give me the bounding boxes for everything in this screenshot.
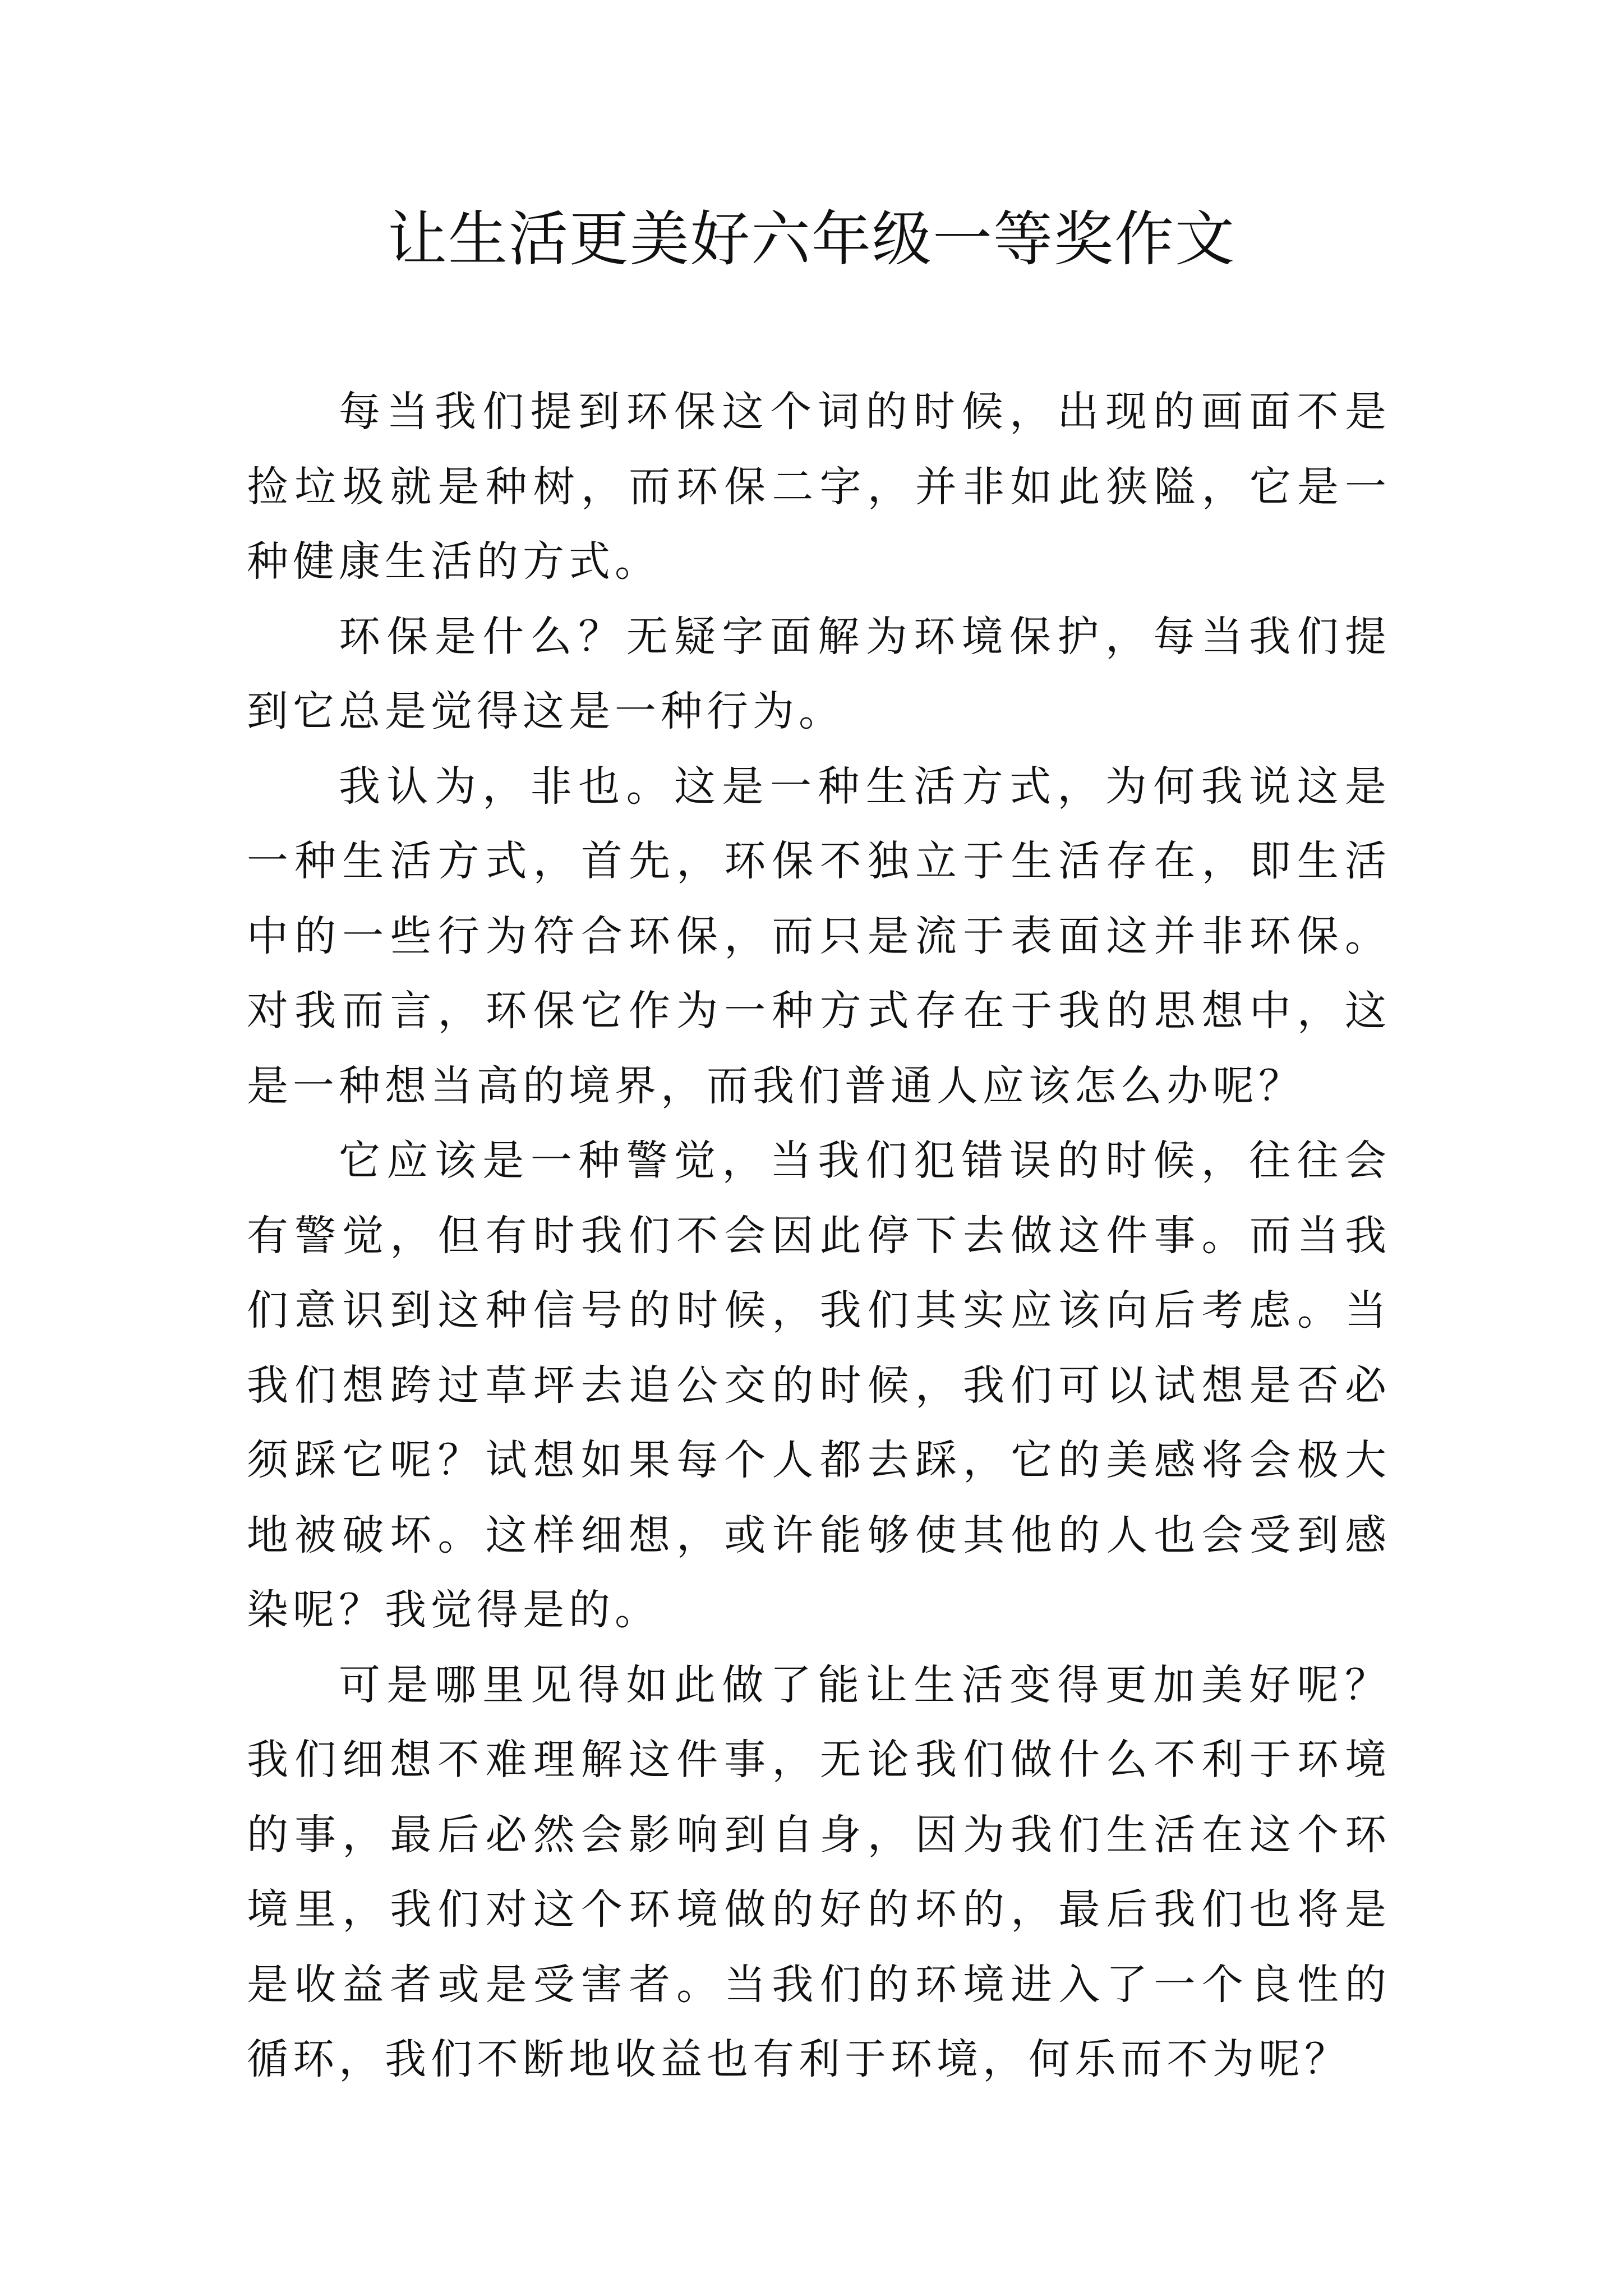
paragraph-4: 它应该是一种警觉，当我们犯错误的时候，往往会有警觉，但有时我们不会因此停下去做这件事。而当我们意识到这种信号的时候，我们其实应该向后考虑。当我们想跨过草坪去追公交的时候，我们可以试想是否必须踩它呢？试想如果每个人都去踩，它的美感将会极大地被破坏。这样细想，或许能够使其他的人也会受到感染呢？我觉得是的。	[247, 1137, 1391, 1634]
document-title: 让生活更美好六年级一等奖作文	[388, 205, 1235, 274]
paragraph-1: 每当我们提到环保这个词的时候，出现的画面不是捡垃圾就是种树，而环保二字，并非如此狭隘，它是一种健康生活的方式。	[247, 388, 1391, 586]
paragraph-3: 我认为，非也。这是一种生活方式，为何我说这是一种生活方式，首先，环保不独立于生活存在，即生活中的一些行为符合环保，而只是流于表面这并非环保。对我而言，环保它作为一种方式存在于我的思想中，这是一种想当高的境界，而我们普通人应该怎么办呢？	[247, 762, 1391, 1110]
paragraph-2: 环保是什么？无疑字面解为环境保护，每当我们提到它总是觉得这是一种行为。	[247, 612, 1391, 735]
paragraph-5: 可是哪里见得如此做了能让生活变得更加美好呢？我们细想不难理解这件事，无论我们做什么不利于环境的事，最后必然会影响到自身，因为我们生活在这个环境里，我们对这个环境做的好的坏的，最后我们也将是是收益者或是受害者。当我们的环境进入了一个良性的循环，我们不断地收益也有利于环境，何乐而不为呢？	[247, 1660, 1391, 2083]
document-body	[247, 375, 1391, 2097]
